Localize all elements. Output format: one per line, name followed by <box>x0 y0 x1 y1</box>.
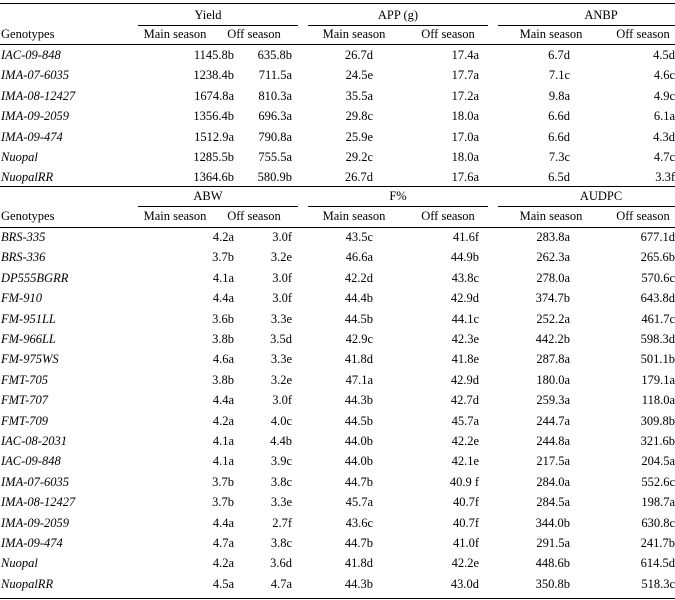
table-cell: 3.8c <box>270 536 292 550</box>
table-cell: 570.6c <box>641 270 675 285</box>
table-cell: 461.7c <box>641 311 675 326</box>
table-cell: 47.1a <box>345 372 373 387</box>
table-cell: 40.7f <box>452 515 479 530</box>
table-cell: 43.6c <box>345 515 373 530</box>
table-cell: 291.5a <box>536 536 570 550</box>
table-cell: 4.4a <box>212 393 234 408</box>
table-cell: 35.5a <box>345 88 373 103</box>
table-cell: 259.3a <box>536 393 570 408</box>
table-cell: 1674.8a <box>194 88 234 103</box>
table-cell: 252.2a <box>536 311 570 326</box>
table-cell: 284.5a <box>536 495 570 510</box>
table-cell: 6.6d <box>548 109 570 124</box>
table-cell: 44.1c <box>451 311 479 326</box>
table-cell: 635.8b <box>257 48 292 62</box>
table-cell: 18.0a <box>451 109 479 124</box>
table-cell: 26.7d <box>344 48 373 62</box>
table1-group-underline <box>498 25 675 26</box>
table-cell: 45.7a <box>345 495 373 510</box>
table-cell: 42.2e <box>451 434 479 448</box>
table-cell: 198.7a <box>641 495 675 510</box>
table2-season-header: Main season <box>143 209 207 223</box>
table-cell: 3.0f <box>272 393 292 408</box>
table-cell: 4.7a <box>270 576 292 591</box>
table-cell: 42.9d <box>450 372 479 387</box>
genotype-name: FMT-707 <box>1 393 48 408</box>
table-cell: 3.7b <box>212 474 234 489</box>
table-cell: 1285.5b <box>193 150 234 164</box>
table-cell: 1512.9a <box>194 129 234 144</box>
table-cell: 17.4a <box>451 48 479 62</box>
table-cell: 24.5e <box>345 68 373 83</box>
genotype-name: BRS-336 <box>1 250 46 265</box>
table-cell: 2.7f <box>272 515 292 530</box>
table-cell: 1356.4b <box>193 109 234 124</box>
table-cell: 17.6a <box>451 170 479 185</box>
table1-genotypes-header: Genotypes <box>1 27 55 41</box>
table-cell: 44.0b <box>344 434 373 448</box>
table2-bottom-rule <box>0 598 675 599</box>
table-cell: 4.2a <box>212 230 234 244</box>
table2-season-header: Off season <box>616 209 670 223</box>
table-cell: 518.3c <box>641 576 675 591</box>
table-cell: 3.0f <box>272 291 292 306</box>
table1-season-header: Main season <box>322 27 386 41</box>
table-cell: 4.7a <box>212 536 234 550</box>
table-cell: 643.8d <box>640 291 675 306</box>
table-cell: 17.7a <box>451 68 479 83</box>
genotype-name: Nuopal <box>1 150 38 164</box>
table-cell: 41.0f <box>452 536 479 550</box>
table-cell: 4.4a <box>212 515 234 530</box>
table-cell: 309.8b <box>640 413 675 428</box>
table-cell: 3.3f <box>655 170 675 185</box>
genotype-name: Nuopal <box>1 556 38 571</box>
table2-group-header: AUDPC <box>579 189 623 203</box>
table-cell: 4.5a <box>212 576 234 591</box>
table-cell: 18.0a <box>451 150 479 164</box>
genotype-name: IMA-07-6035 <box>1 474 70 489</box>
table-cell: 44.3b <box>344 576 373 591</box>
genotype-name: NuopalRR <box>1 170 54 185</box>
table-cell: 42.1e <box>451 454 479 469</box>
table-cell: 42.9c <box>345 332 373 346</box>
table-cell: 6.7d <box>548 48 570 62</box>
table-cell: 442.2b <box>535 332 570 346</box>
table-cell: 17.2a <box>451 88 479 103</box>
table-cell: 3.7b <box>212 250 234 265</box>
genotype-name: IMA-07-6035 <box>1 68 70 83</box>
table-cell: 4.2a <box>212 413 234 428</box>
table-cell: 4.1a <box>212 434 234 448</box>
genotype-name: IMA-09-474 <box>1 536 63 550</box>
table2-group-underline <box>498 206 675 207</box>
table-cell: 43.8c <box>451 270 479 285</box>
table-cell: 46.6a <box>345 250 373 265</box>
genotype-name: NuopalRR <box>1 576 54 591</box>
table-cell: 244.7a <box>536 413 570 428</box>
genotype-name: IMA-09-2059 <box>1 515 70 530</box>
table1-header-rule <box>0 44 675 45</box>
table2-season-header: Main season <box>322 209 386 223</box>
genotype-name: FM-975WS <box>1 352 59 367</box>
genotype-name: IMA-09-2059 <box>1 109 70 124</box>
genotype-name: IMA-09-474 <box>1 129 63 144</box>
table-cell: 44.5b <box>344 311 373 326</box>
table-cell: 4.1a <box>212 454 234 469</box>
genotype-name: BRS-335 <box>1 230 46 244</box>
genotype-name: IAC-08-2031 <box>1 434 67 448</box>
genotype-name: FM-910 <box>1 291 42 306</box>
table-cell: 4.2a <box>212 556 234 571</box>
genotype-name: IAC-09-848 <box>1 454 61 469</box>
table2-genotypes-header: Genotypes <box>1 209 55 223</box>
table-cell: 42.7d <box>450 393 479 408</box>
table-cell: 1145.8b <box>193 48 234 62</box>
table-cell: 265.6b <box>640 250 675 265</box>
table-cell: 44.0b <box>344 454 373 469</box>
table-cell: 42.2e <box>451 556 479 571</box>
table-cell: 580.9b <box>257 170 292 185</box>
genotype-name: FMT-705 <box>1 372 48 387</box>
table-cell: 3.6d <box>270 556 292 571</box>
table-cell: 1364.6b <box>193 170 234 185</box>
table-cell: 4.9c <box>653 88 675 103</box>
table-cell: 4.3d <box>653 129 675 144</box>
table1-group-header: Yield <box>194 8 222 22</box>
table-cell: 7.3c <box>548 150 570 164</box>
table-cell: 4.6c <box>653 68 675 83</box>
table-cell: 677.1d <box>640 230 675 244</box>
table-cell: 4.4a <box>212 291 234 306</box>
table1-group-underline <box>138 25 298 26</box>
table-cell: 217.5a <box>536 454 570 469</box>
table-cell: 344.0b <box>535 515 570 530</box>
table2-group-header: ABW <box>193 189 223 203</box>
table-cell: 3.8b <box>212 332 234 346</box>
table-cell: 244.8a <box>536 434 570 448</box>
table-cell: 790.8a <box>258 129 292 144</box>
table-cell: 4.4b <box>270 434 292 448</box>
table-cell: 41.8e <box>451 352 479 367</box>
table-cell: 6.5d <box>548 170 570 185</box>
table-cell: 26.7d <box>344 170 373 185</box>
table2-group-header: F% <box>389 189 407 203</box>
table-cell: 41.8d <box>344 352 373 367</box>
table2-top-rule <box>0 186 675 187</box>
table1-season-header: Off season <box>616 27 670 41</box>
table1-group-header: ANBP <box>584 8 618 22</box>
table2-season-header: Off season <box>421 209 475 223</box>
table-cell: 44.9b <box>450 250 479 265</box>
table-cell: 3.9c <box>270 454 292 469</box>
table-cell: 6.6d <box>548 129 570 144</box>
table-cell: 42.9d <box>450 291 479 306</box>
table-cell: 3.0f <box>272 230 292 244</box>
table-cell: 711.5a <box>258 68 292 83</box>
table-cell: 374.7b <box>535 291 570 306</box>
table-cell: 44.3b <box>344 393 373 408</box>
table-cell: 696.3a <box>258 109 292 124</box>
table-cell: 3.8c <box>270 474 292 489</box>
table-cell: 9.8a <box>548 88 570 103</box>
table-cell: 350.8b <box>535 576 570 591</box>
table-cell: 42.3e <box>451 332 479 346</box>
table-cell: 40.7f <box>452 495 479 510</box>
table1-season-header: Off season <box>227 27 281 41</box>
table-cell: 448.6b <box>535 556 570 571</box>
table-cell: 3.3e <box>270 352 292 367</box>
table-cell: 3.8b <box>212 372 234 387</box>
table1-season-header: Main season <box>143 27 207 41</box>
table1-season-header: Off season <box>421 27 475 41</box>
table-cell: 3.2e <box>270 372 292 387</box>
table-cell: 204.5a <box>641 454 675 469</box>
table-cell: 29.8c <box>345 109 373 124</box>
table-cell: 41.8d <box>344 556 373 571</box>
table-cell: 3.3e <box>270 311 292 326</box>
table-cell: 3.5d <box>270 332 292 346</box>
table1-group-underline <box>308 25 488 26</box>
table1-group-header: APP (g) <box>377 8 419 22</box>
table-cell: 1238.4b <box>193 68 234 83</box>
table-cell: 3.3e <box>270 495 292 510</box>
table-cell: 40.9 f <box>449 474 479 489</box>
table-cell: 3.0f <box>272 270 292 285</box>
table-cell: 4.1a <box>212 270 234 285</box>
table-cell: 321.6b <box>640 434 675 448</box>
table-cell: 29.2c <box>345 150 373 164</box>
table-cell: 43.5c <box>345 230 373 244</box>
table-cell: 262.3a <box>536 250 570 265</box>
genotype-name: IMA-08-12427 <box>1 495 76 510</box>
table-cell: 44.5b <box>344 413 373 428</box>
table-cell: 287.8a <box>536 352 570 367</box>
table2-season-header: Main season <box>519 209 583 223</box>
table-cell: 6.1a <box>653 109 675 124</box>
table-cell: 44.4b <box>344 291 373 306</box>
table-cell: 4.7c <box>653 150 675 164</box>
table-cell: 44.7b <box>344 474 373 489</box>
table-cell: 4.0c <box>270 413 292 428</box>
table-cell: 614.5d <box>640 556 675 571</box>
table2-season-header: Off season <box>227 209 281 223</box>
table-cell: 4.5d <box>653 48 675 62</box>
genotype-name: FM-951LL <box>1 311 56 326</box>
table-cell: 3.2e <box>270 250 292 265</box>
table-cell: 43.0d <box>450 576 479 591</box>
genotype-name: IMA-08-12427 <box>1 88 76 103</box>
table-cell: 241.7b <box>640 536 675 550</box>
table-cell: 810.3a <box>258 88 292 103</box>
table2-header-rule <box>0 227 675 228</box>
table-cell: 284.0a <box>536 474 570 489</box>
table2-group-underline <box>138 206 298 207</box>
genotype-name: IAC-09-848 <box>1 48 61 62</box>
table-cell: 179.1a <box>641 372 675 387</box>
table-cell: 630.8c <box>641 515 675 530</box>
genotype-name: FM-966LL <box>1 332 56 346</box>
table2-group-underline <box>308 206 488 207</box>
table-cell: 118.0a <box>641 393 675 408</box>
table-cell: 755.5a <box>258 150 292 164</box>
table-cell: 501.1b <box>640 352 675 367</box>
table-cell: 44.7b <box>344 536 373 550</box>
table-cell: 278.0a <box>536 270 570 285</box>
table-cell: 25.9e <box>345 129 373 144</box>
table-cell: 283.8a <box>536 230 570 244</box>
table1-season-header: Main season <box>519 27 583 41</box>
table-cell: 17.0a <box>451 129 479 144</box>
table-cell: 3.6b <box>212 311 234 326</box>
table-cell: 41.6f <box>452 230 479 244</box>
table-cell: 42.2d <box>344 270 373 285</box>
table-cell: 598.3d <box>640 332 675 346</box>
table-cell: 45.7a <box>451 413 479 428</box>
genotype-name: DP555BGRR <box>1 270 69 285</box>
table-cell: 7.1c <box>548 68 570 83</box>
table1-top-rule <box>0 3 675 4</box>
table-cell: 4.6a <box>212 352 234 367</box>
table-cell: 552.6c <box>641 474 675 489</box>
table-cell: 180.0a <box>536 372 570 387</box>
genotype-name: FMT-709 <box>1 413 48 428</box>
table-cell: 3.7b <box>212 495 234 510</box>
